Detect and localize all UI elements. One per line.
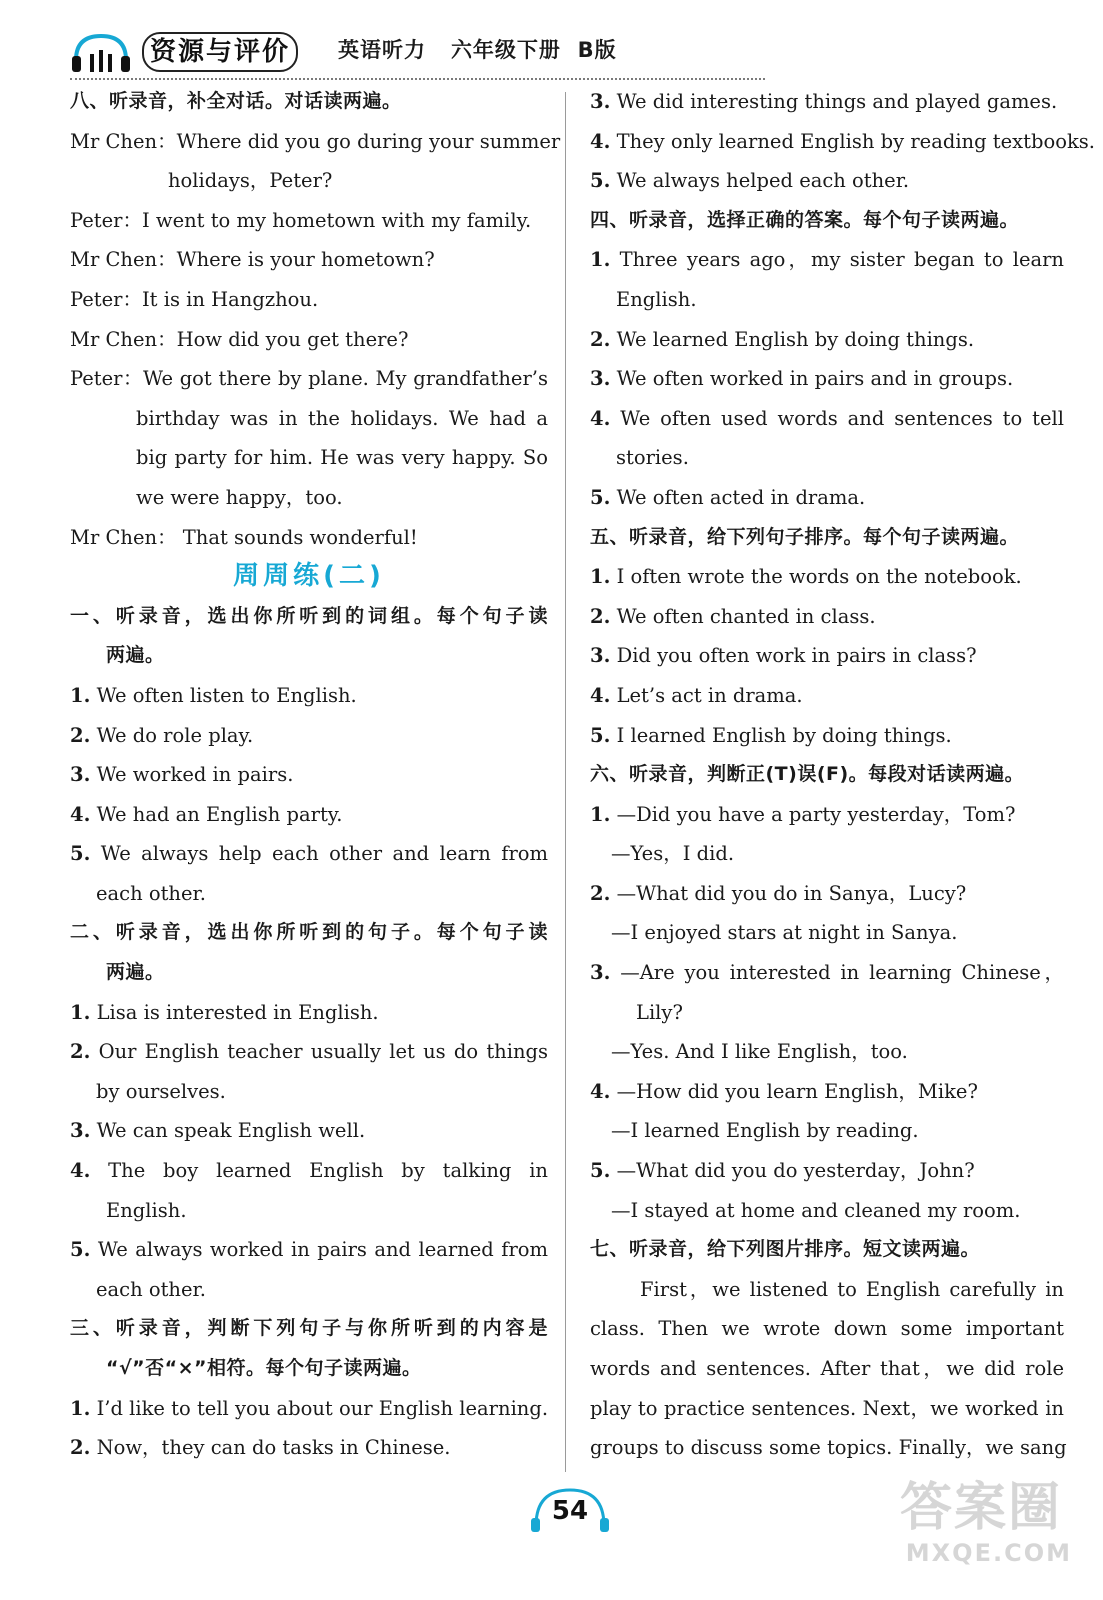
watermark-url: MXQE.COM	[905, 1539, 1072, 1567]
list-item: 2. We do role play.	[70, 723, 254, 747]
dialogue-line: Mr Chen： That sounds wonderful!	[70, 525, 418, 549]
list-item-cont: English.	[106, 1198, 187, 1222]
edition-label: B版	[577, 38, 617, 62]
list-item: 4. We had an English party.	[70, 802, 343, 826]
list-item-cont: each other.	[96, 881, 206, 905]
page-number	[530, 1484, 610, 1534]
headphones-icon	[70, 30, 132, 74]
list-item-cont: English.	[616, 287, 697, 311]
section-3-heading: 三、听录音，判断下列句子与你所听到的内容是	[70, 1317, 548, 1340]
list-item: 5. We always worked in pairs and learned from	[70, 1238, 549, 1262]
dialogue-answer: —I learned English by reading.	[611, 1119, 919, 1143]
section-6-heading: 六、听录音，判断正(T)误(F)。每段对话读两遍。	[590, 763, 1025, 786]
dialogue-line: birthday was in the holidays. We had a	[136, 406, 548, 430]
dialogue-answer: —I enjoyed stars at night in Sanya.	[611, 921, 958, 945]
section-1-heading-cont: 两遍。	[106, 644, 165, 667]
list-item: 1. We often listen to English.	[70, 683, 357, 707]
list-item: 2. Our English teacher usually let us do things	[70, 1040, 548, 1064]
section-7-heading: 七、听录音，给下列图片排序。短文读两遍。	[590, 1238, 981, 1261]
list-item: 4. We often used words and sentences to tell	[590, 406, 1064, 430]
week-practice-title: 周周练(二)	[233, 561, 385, 592]
header-divider	[70, 78, 765, 80]
list-item-cont: each other.	[96, 1277, 206, 1301]
header-meta	[338, 34, 617, 64]
watermark-logo	[900, 1478, 1090, 1588]
list-item: 3. We did interesting things and played games.	[590, 90, 1058, 113]
page-header	[70, 28, 1030, 76]
list-item: 5. We often acted in drama.	[590, 485, 866, 509]
right-column	[590, 82, 1095, 1468]
section-2-heading: 二、听录音，选出你所听到的句子。每个句子读	[70, 921, 548, 944]
section-3-heading-cont: “√”否“×”相符。每个句子读两遍。	[106, 1357, 422, 1379]
section-4-heading: 四、听录音，选择正确的答案。每个句子读两遍。	[590, 208, 1020, 231]
dialogue-line: Mr Chen：Where did you go during your summer	[70, 129, 561, 153]
dialogue-item: 3. —Are you interested in learning Chinese，	[590, 961, 1064, 985]
list-item: 1. Three years ago，my sister began to learn	[590, 248, 1064, 272]
dialogue-item: 4. —How did you learn English，Mike?	[590, 1079, 978, 1103]
dialogue-item-cont: Lily?	[636, 1000, 683, 1024]
dialogue-answer: —I stayed at home and cleaned my room.	[611, 1198, 1021, 1222]
passage-line: First，we listened to English carefully in	[640, 1277, 1064, 1301]
passage-line: groups to discuss some topics. Finally，we sang	[590, 1436, 1067, 1460]
list-item: 5. We always help each other and learn from	[70, 842, 549, 866]
list-item: 1. I often wrote the words on the notebook.	[590, 565, 1022, 589]
list-item: 1. Lisa is interested in English.	[70, 1000, 379, 1024]
dialogue-line: Peter：I went to my hometown with my family.	[70, 208, 532, 232]
list-item: 2. Now，they can do tasks in Chinese.	[70, 1436, 451, 1460]
dialogue-answer: —Yes. And I like English，too.	[611, 1040, 908, 1064]
list-item: 5. We always helped each other.	[590, 169, 910, 193]
dialogue-line: Mr Chen：Where is your hometown?	[70, 248, 435, 272]
list-item: 2. We often chanted in class.	[590, 604, 876, 628]
dialogue-line: Peter：We got there by plane. My grandfather’s	[70, 367, 548, 391]
list-item: 3. Did you often work in pairs in class?	[590, 644, 977, 668]
section-5-heading: 五、听录音，给下列句子排序。每个句子读两遍。	[590, 525, 1020, 548]
list-item: 3. We worked in pairs.	[70, 763, 294, 787]
section-8-heading: 八、听录音，补全对话。对话读两遍。	[70, 90, 402, 112]
list-item-cont: stories.	[616, 446, 689, 470]
list-item: 3. We can speak English well.	[70, 1119, 366, 1143]
list-item: 5. I learned English by doing things.	[590, 723, 952, 747]
column-divider	[565, 92, 566, 1472]
passage-line: play to practice sentences. Next，we worked in	[590, 1396, 1064, 1420]
passage-line: class. Then we wrote down some important	[590, 1317, 1064, 1341]
series-title: 资源与评价	[142, 32, 298, 72]
dialogue-item: 2. —What did you do in Sanya，Lucy?	[590, 881, 967, 905]
dialogue-item: 5. —What did you do yesterday，John?	[590, 1159, 975, 1183]
list-item: 2. We learned English by doing things.	[590, 327, 975, 351]
section-2-heading-cont: 两遍。	[106, 961, 165, 984]
section-1-heading: 一、听录音，选出你所听到的词组。每个句子读	[70, 604, 548, 627]
list-item: 3. We often worked in pairs and in groups.	[590, 367, 1014, 391]
passage-line: words and sentences. After that，we did role	[590, 1357, 1064, 1380]
list-item: 4. Let’s act in drama.	[590, 683, 803, 707]
dialogue-line: holidays，Peter?	[168, 169, 333, 193]
dialogue-answer: —Yes，I did.	[611, 842, 735, 866]
left-column	[70, 82, 561, 1468]
watermark-big-text: 答案圈	[900, 1478, 1063, 1538]
list-item-cont: by ourselves.	[96, 1079, 226, 1103]
list-item: 4. The boy learned English by talking in	[70, 1159, 548, 1183]
dialogue-line: big party for him. He was very happy. So	[136, 446, 548, 470]
dialogue-line: Mr Chen：How did you get there?	[70, 327, 409, 351]
list-item: 4. They only learned English by reading textbooks.	[590, 129, 1095, 153]
subject-label: 英语听力	[338, 38, 426, 62]
grade-label: 六年级下册	[450, 38, 561, 62]
dialogue-line: Peter：It is in Hangzhou.	[70, 287, 319, 311]
dialogue-item: 1. —Did you have a party yesterday，Tom?	[590, 802, 1016, 826]
page-number-text: 54	[551, 1496, 589, 1526]
list-item: 1. I’d like to tell you about our English learning.	[70, 1396, 549, 1420]
dialogue-line: we were happy，too.	[136, 485, 343, 509]
